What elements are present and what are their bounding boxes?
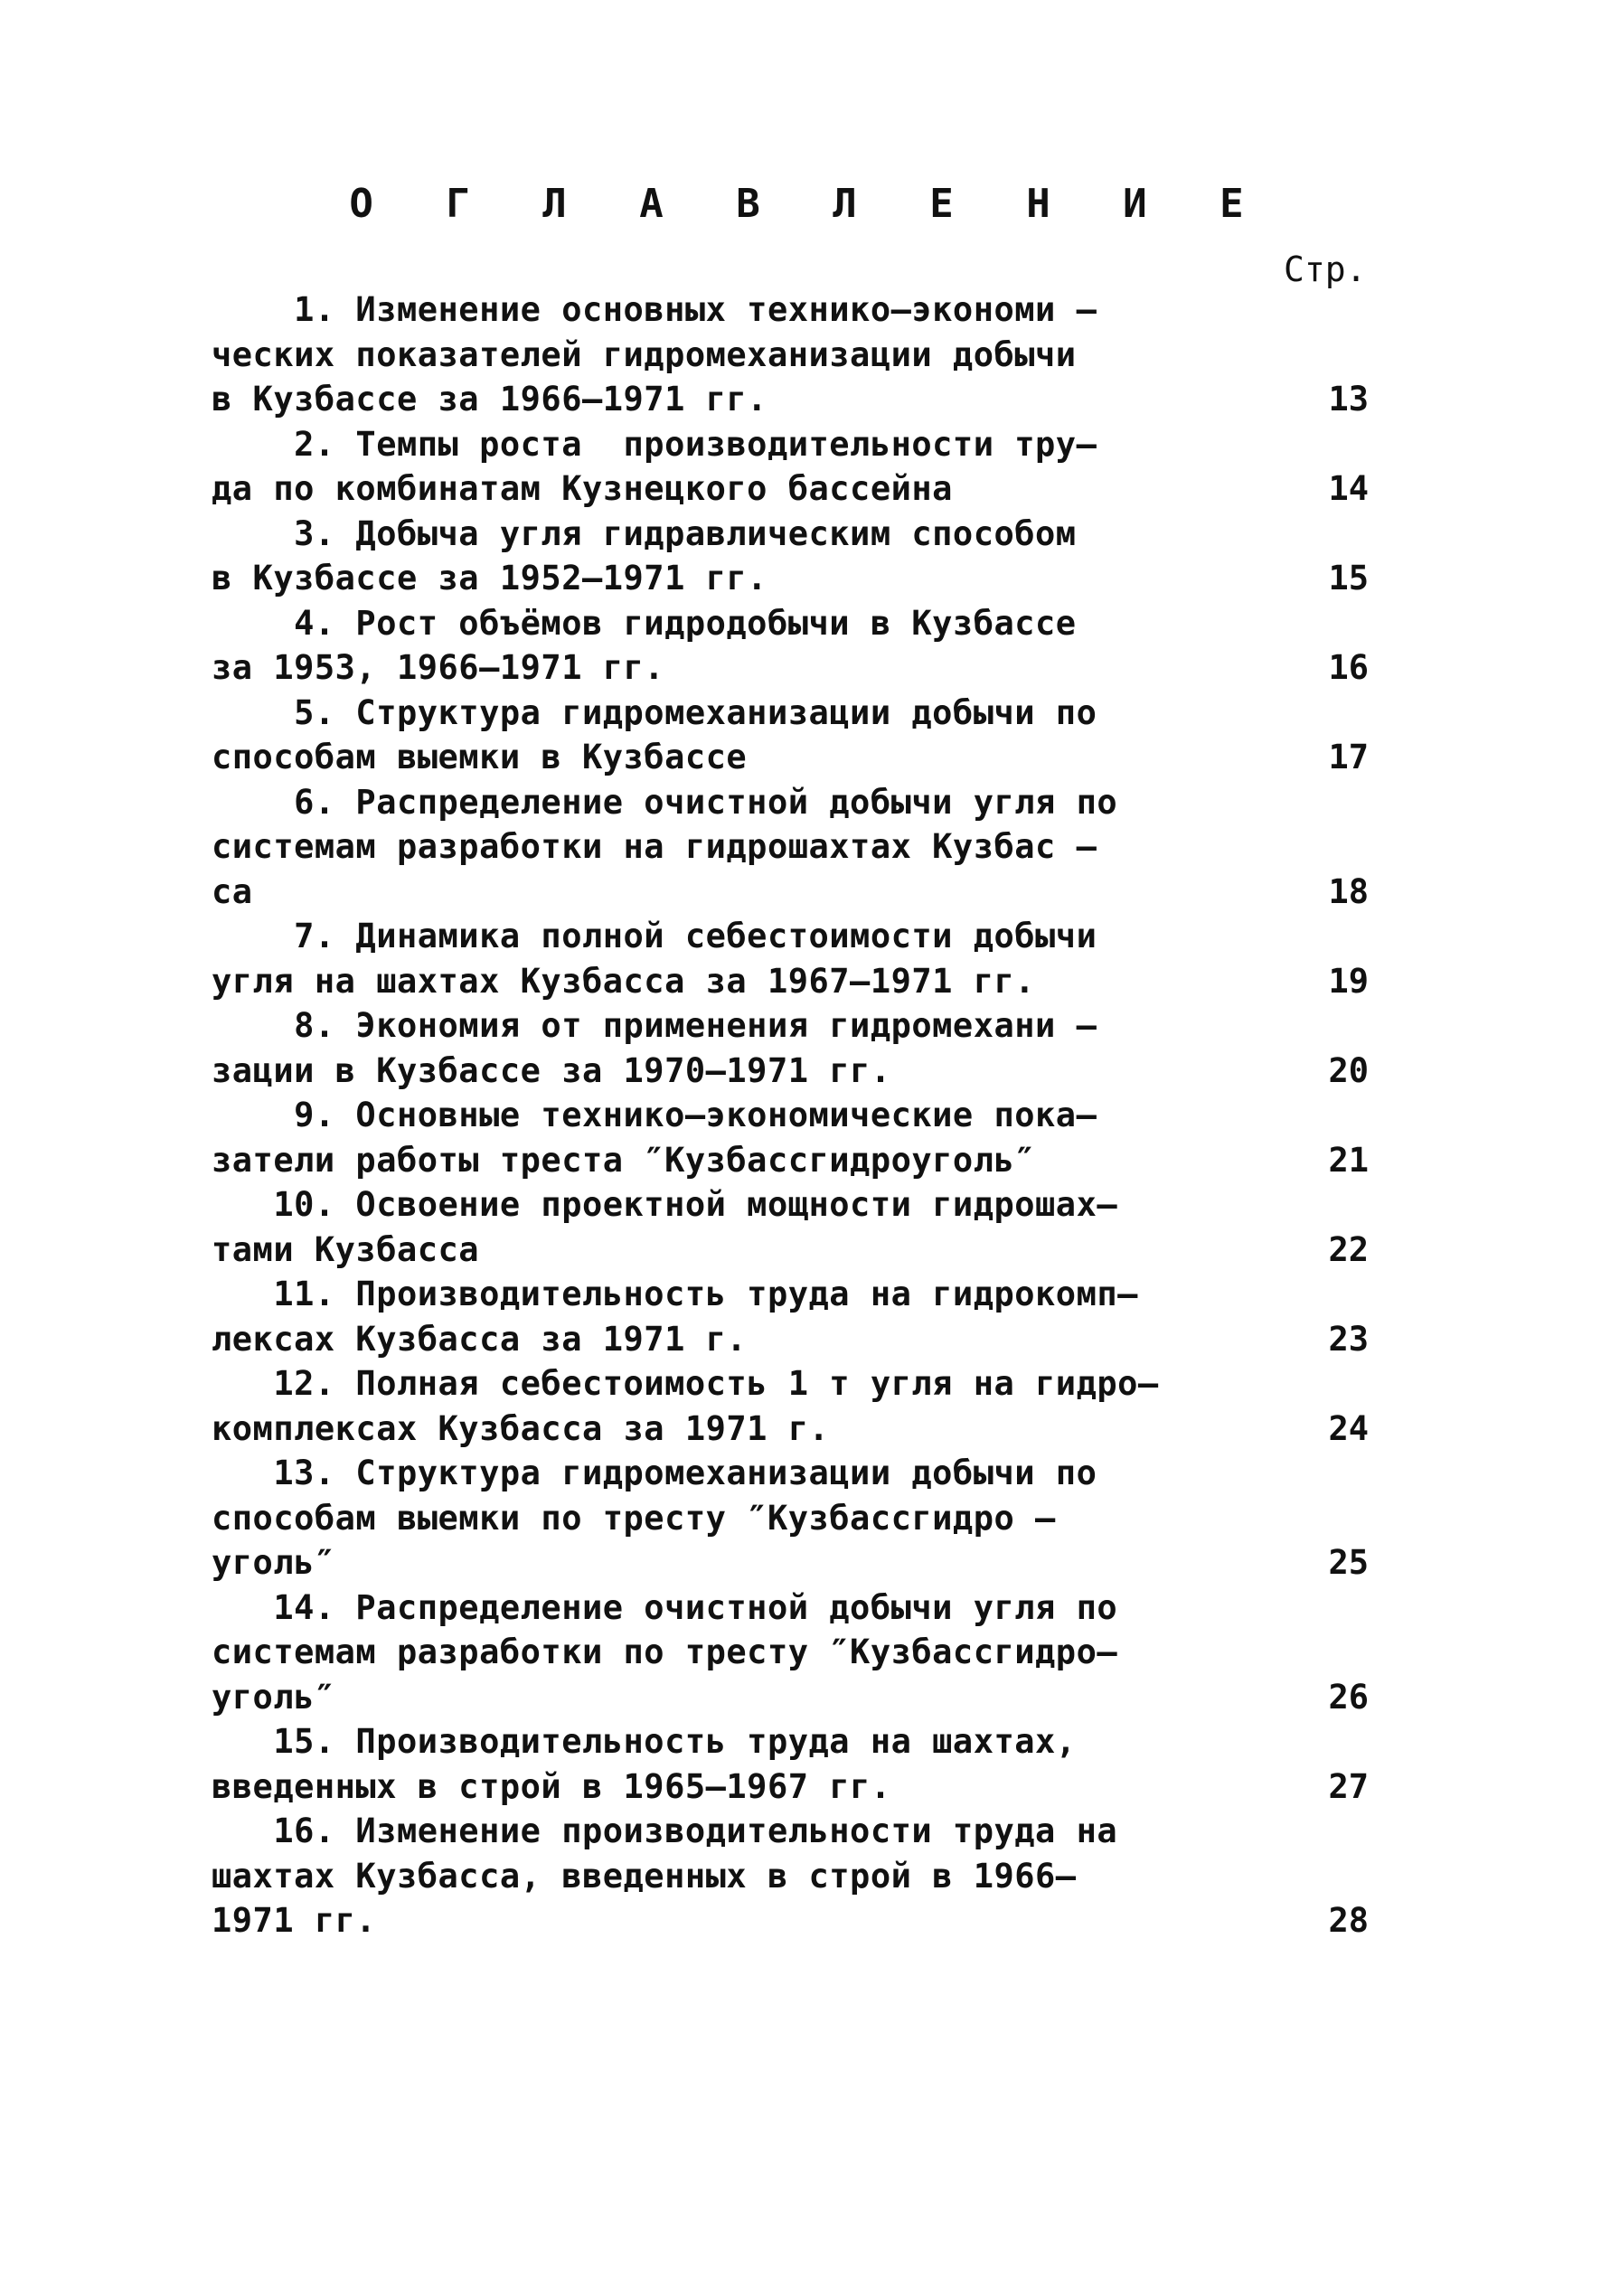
- toc-entry-title: 9. Основные технико–экономические пока– затели работы треста ″Кузбассгидроуголь″: [212, 1096, 1097, 1180]
- toc-entry-title: 2. Темпы роста производительности тру– да по комбинатам Кузнецкого бассейна: [212, 424, 1097, 508]
- toc-entry: [212, 1003, 1396, 1093]
- toc-entry-title: 10. Освоение проектной мощности гидрошах– тами Кузбасса: [212, 1185, 1118, 1269]
- toc-entry: [212, 691, 1396, 780]
- toc-entry-title: 6. Распределение очистной добычи угля по системам разработки на гидрошахтах Кузбас – са: [212, 782, 1118, 911]
- toc-entry-page-number: 19: [1328, 961, 1369, 1001]
- toc-entry-title: 4. Рост объёмов гидродобычи в Кузбассе за 1953, 1966–1971 гг.: [212, 603, 1077, 687]
- toc-entry: [212, 1361, 1396, 1451]
- toc-entry: [212, 601, 1396, 691]
- toc-entry-title: 12. Полная себестоимость 1 т угля на гидро– комплексах Кузбасса за 1971 г.: [212, 1364, 1159, 1448]
- toc-entry: [212, 1272, 1396, 1361]
- page-column-header: Стр.: [1284, 249, 1367, 289]
- page-title: О Г Л А В Л Е Н И Е: [349, 181, 1268, 227]
- toc-entry: [212, 914, 1396, 1003]
- toc-entry-page-number: 18: [1328, 871, 1369, 911]
- toc-entry-title: 16. Изменение производительности труда на шахтах Кузбасса, введенных в строй в 1966– 1971 гг.: [212, 1811, 1118, 1940]
- toc-entry: [212, 422, 1396, 512]
- toc-entry-page-number: 27: [1328, 1766, 1369, 1806]
- toc-entry-page-number: 16: [1328, 648, 1369, 687]
- toc-entry-title: 3. Добыча угля гидравлическим способом в Кузбассе за 1952–1971 гг.: [212, 513, 1077, 598]
- toc-entry-page-number: 25: [1328, 1543, 1369, 1582]
- toc-entry-page-number: 21: [1328, 1140, 1369, 1180]
- toc-entry-title: 15. Производительность труда на шахтах, введенных в строй в 1965–1967 гг.: [212, 1722, 1077, 1806]
- toc-entry-page-number: 28: [1328, 1901, 1369, 1940]
- toc-entry: [212, 1451, 1396, 1586]
- toc-entry-page-number: 22: [1328, 1229, 1369, 1269]
- toc-entry: [212, 287, 1396, 422]
- toc-entry-title: 13. Структура гидромеханизации добычи по способам выемки по тресту ″Кузбассгидро – уголь″: [212, 1454, 1097, 1582]
- toc-entry-page-number: 23: [1328, 1319, 1369, 1359]
- toc-entry-title: 5. Структура гидромеханизации добычи по способам выемки в Кузбассе: [212, 692, 1097, 776]
- toc-entry-page-number: 13: [1328, 380, 1369, 419]
- toc-entry: [212, 512, 1396, 601]
- toc-entry: [212, 1182, 1396, 1272]
- toc-entry-page-number: 26: [1328, 1677, 1369, 1717]
- toc-entry-page-number: 14: [1328, 469, 1369, 508]
- toc-entry: [212, 1719, 1396, 1809]
- toc-entry-page-number: 20: [1328, 1050, 1369, 1090]
- toc-entry: [212, 780, 1396, 915]
- toc-entry-title: 11. Производительность труда на гидрокомп– лексах Кузбасса за 1971 г.: [212, 1275, 1138, 1359]
- toc-entry: [212, 1586, 1396, 1720]
- toc-entry: [212, 1093, 1396, 1182]
- toc-entry-title: 7. Динамика полной себестоимости добычи угля на шахтах Кузбасса за 1967–1971 гг.: [212, 917, 1097, 1001]
- toc-entry-title: 14. Распределение очистной добычи угля по системам разработки по тресту ″Кузбассгидро– уголь″: [212, 1587, 1118, 1717]
- toc-entry: [212, 1809, 1396, 1943]
- toc-entry-page-number: 17: [1328, 738, 1369, 776]
- toc-entry-page-number: 24: [1328, 1408, 1369, 1448]
- table-of-contents: [212, 287, 1396, 1943]
- toc-entry-title: 8. Экономия от применения гидромехани – зации в Кузбассе за 1970–1971 гг.: [212, 1006, 1097, 1090]
- toc-entry-page-number: 15: [1328, 559, 1369, 598]
- toc-entry-title: 1. Изменение основных технико–экономи – ческих показателей гидромеханизации добычи в Кузбассе за 1966–1971 гг.: [212, 290, 1097, 419]
